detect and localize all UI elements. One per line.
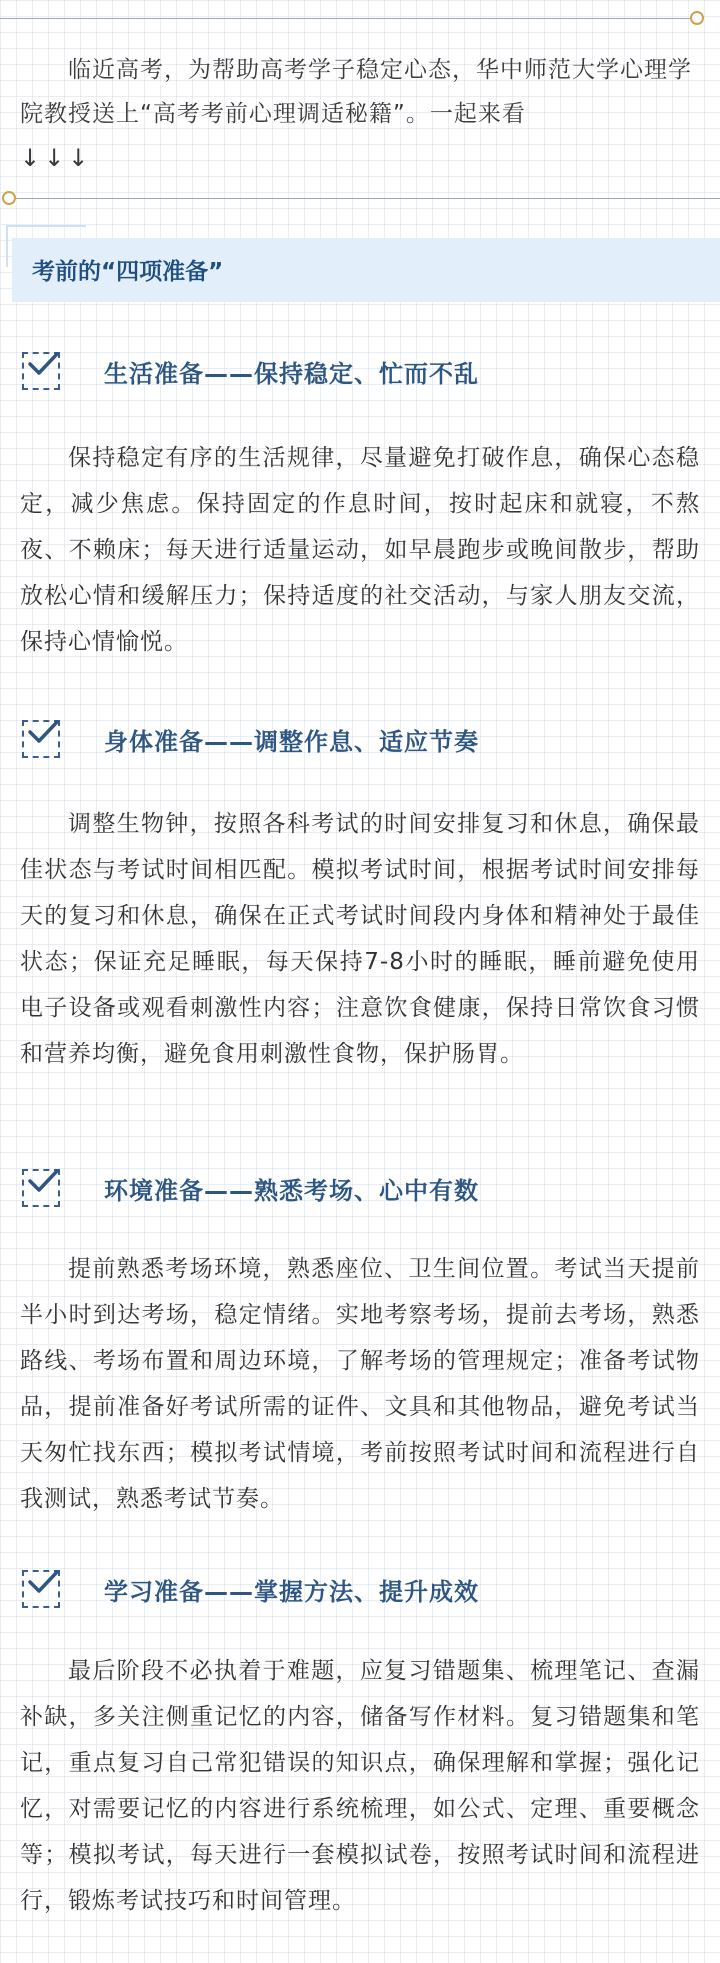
down-arrows: ↓↓↓ xyxy=(20,144,93,172)
section-title: 考前的“四项准备” xyxy=(32,259,224,285)
item-heading-4 xyxy=(22,1566,702,1610)
item-heading-text: 身体准备——调整作息、适应节奏 xyxy=(104,728,479,756)
item-heading-1 xyxy=(22,348,702,392)
item-body-4 xyxy=(20,1648,700,1924)
item-heading-text: 生活准备——保持稳定、忙而不乱 xyxy=(104,360,479,388)
item-body-text: 最后阶段不必执着于难题，应复习错题集、梳理笔记、查漏补缺，多关注侧重记忆的内容，储备写作材料。复习错题集和笔记，重点复习自己常犯错误的知识点，确保理解和掌握；强化记忆，对需要记忆的内容进行系统梳理，如公式、定理、重要概念等；模拟考试，每天进行一套模拟试卷，按照考试时间和流程进行，锻炼考试技巧和时间管理。 xyxy=(20,1658,700,1914)
item-body-1 xyxy=(20,435,700,665)
top-divider-dot xyxy=(690,11,704,25)
intro-divider xyxy=(16,198,720,199)
item-heading-text: 学习准备——掌握方法、提升成效 xyxy=(104,1578,479,1606)
check-box-icon xyxy=(22,352,60,390)
item-body-3 xyxy=(20,1246,700,1522)
intro-divider-dot xyxy=(2,191,16,205)
item-heading-3 xyxy=(22,1165,702,1209)
intro-text: 临近高考，为帮助高考学子稳定心态，华中师范大学心理学院教授送上“高考考前心理调适秘籍”。一起来看 xyxy=(20,57,692,127)
item-heading-2 xyxy=(22,716,702,760)
item-body-text: 提前熟悉考场环境，熟悉座位、卫生间位置。考试当天提前半小时到达考场，稳定情绪。实地考察考场，提前去考场，熟悉路线、考场布置和周边环境，了解考场的管理规定；准备考试物品，提前准备好考试所需的证件、文具和其他物品，避免考试当天匆忙找东西；模拟考试情境，考前按照考试时间和流程进行自我测试，熟悉考试节奏。 xyxy=(20,1256,700,1512)
intro-paragraph xyxy=(20,48,700,180)
item-heading-text: 环境准备——熟悉考场、心中有数 xyxy=(104,1177,479,1205)
check-box-icon xyxy=(22,1570,60,1608)
top-divider xyxy=(0,18,690,19)
item-body-2 xyxy=(20,801,700,1077)
check-box-icon xyxy=(22,720,60,758)
item-body-text: 调整生物钟，按照各科考试的时间安排复习和休息，确保最佳状态与考试时间相匹配。模拟考试时间，根据考试时间安排每天的复习和休息，确保在正式考试时间段内身体和精神处于最佳状态；保证充足睡眠，每天保持7-8小时的睡眠，睡前避免使用电子设备或观看刺激性内容；注意饮食健康，保持日常饮食习惯和营养均衡，避免食用刺激性食物，保护肠胃。 xyxy=(20,811,700,1067)
check-box-icon xyxy=(22,1169,60,1207)
item-body-text: 保持稳定有序的生活规律，尽量避免打破作息，确保心态稳定，减少焦虑。保持固定的作息时间，按时起床和就寝，不熬夜、不赖床；每天进行适量运动，如早晨跑步或晚间散步，帮助放松心情和缓解压力；保持适度的社交活动，与家人朋友交流，保持心情愉悦。 xyxy=(20,445,700,655)
